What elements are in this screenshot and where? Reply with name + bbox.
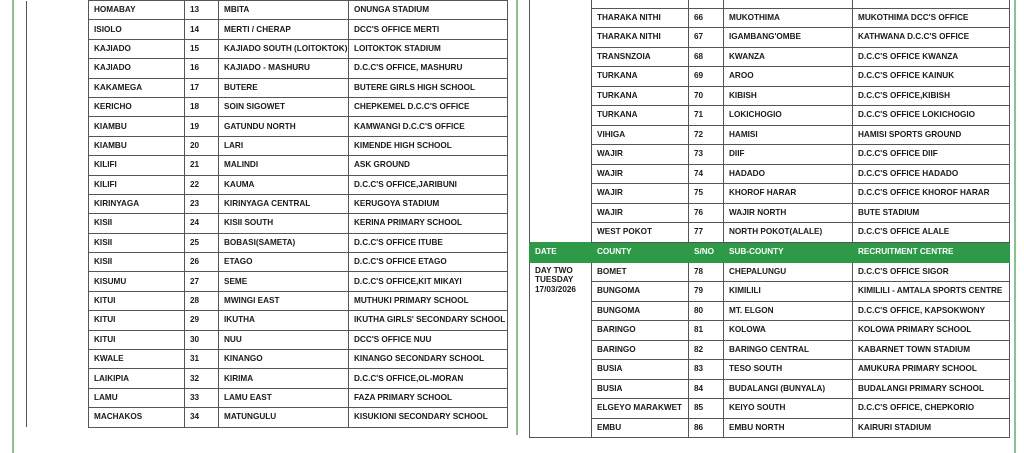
table-row [530, 301, 1010, 321]
sno-cell: 18 [185, 97, 219, 116]
date-cell [27, 136, 89, 155]
recruitment-centre-cell: D.C.C'S OFFICE KAINUK [853, 67, 1010, 87]
county-cell: BUSIA [592, 360, 689, 380]
sno-cell: 86 [689, 418, 724, 438]
table-row [27, 39, 508, 58]
recruitment-centre-cell: AMUKURA PRIMARY SCHOOL [853, 360, 1010, 380]
table-row [27, 369, 508, 388]
date-cell [27, 350, 89, 369]
sno-cell: 83 [689, 360, 724, 380]
date-cell [27, 272, 89, 291]
sno-cell: 75 [689, 184, 724, 204]
county-cell: KAKAMEGA [89, 78, 185, 97]
left-frame-border [12, 0, 14, 453]
table-row [27, 233, 508, 252]
table-row [530, 262, 1010, 282]
sno-cell: 78 [689, 262, 724, 282]
recruitment-centre-cell: KOLOWA PRIMARY SCHOOL [853, 321, 1010, 341]
date-cell [27, 291, 89, 310]
subcounty-cell: KAUMA [219, 175, 349, 194]
recruitment-centre-cell: D.C.C'S OFFICE ITUBE [349, 233, 508, 252]
recruitment-centre-cell: MUKOTHIMA DCC'S OFFICE [853, 8, 1010, 28]
county-cell: BUNGOMA [592, 301, 689, 321]
date-cell [530, 223, 592, 243]
date-cell [530, 47, 592, 67]
county-cell: ELGEYO MARAKWET [592, 399, 689, 419]
sno-cell: 72 [689, 125, 724, 145]
county-cell: WAJIR [592, 145, 689, 165]
county-cell: ISIOLO [89, 20, 185, 39]
date-cell [27, 59, 89, 78]
recruitment-centre-cell: BUTE STADIUM [853, 203, 1010, 223]
county-cell: TURKANA [592, 86, 689, 106]
table-row [27, 291, 508, 310]
sno-cell: 76 [689, 203, 724, 223]
subcounty-cell: WAJIR NORTH [724, 203, 853, 223]
sno-cell: 73 [689, 145, 724, 165]
recruitment-centre-cell: ONUNGA STADIUM [349, 1, 508, 20]
subcounty-cell: IKUTHA [219, 311, 349, 330]
sno-cell: 24 [185, 214, 219, 233]
table-row [530, 379, 1010, 399]
sno-cell: 79 [689, 282, 724, 302]
subcounty-cell: KINANGO [219, 350, 349, 369]
date-cell [27, 175, 89, 194]
subcounty-cell: BUDALANGI (BUNYALA) [724, 379, 853, 399]
table-row [27, 59, 508, 78]
table-row [530, 28, 1010, 48]
date-cell [27, 194, 89, 213]
subcounty-cell: NORTH POKOT(ALALE) [724, 223, 853, 243]
table-row [530, 360, 1010, 380]
county-cell: KIAMBU [89, 117, 185, 136]
table-row [27, 330, 508, 349]
sno-cell [689, 0, 724, 8]
date-cell [27, 39, 89, 58]
table-row [530, 321, 1010, 341]
table-row [27, 408, 508, 427]
subcounty-cell: MBITA [219, 1, 349, 20]
subcounty-cell: MALINDI [219, 156, 349, 175]
table-row [530, 418, 1010, 438]
center-frame-divider [516, 0, 518, 435]
subcounty-cell: KISII SOUTH [219, 214, 349, 233]
subcounty-cell: BOBASI(SAMETA) [219, 233, 349, 252]
table-row [530, 106, 1010, 126]
county-cell: KISUMU [89, 272, 185, 291]
date-cell [27, 78, 89, 97]
recruitment-centre-cell: KAIRURI STADIUM [853, 418, 1010, 438]
subcounty-cell: KIBISH [724, 86, 853, 106]
subcounty-cell: KEIYO SOUTH [724, 399, 853, 419]
date-cell [27, 330, 89, 349]
subcounty-cell: KIRINYAGA CENTRAL [219, 194, 349, 213]
recruitment-centre-cell: KATHWANA D.C.C'S OFFICE [853, 28, 1010, 48]
subcounty-cell: KOLOWA [724, 321, 853, 341]
sno-cell: 77 [689, 223, 724, 243]
subcounty-cell: CHEPALUNGU [724, 262, 853, 282]
date-cell [530, 28, 592, 48]
county-cell: KILIFI [89, 156, 185, 175]
sno-cell: 85 [689, 399, 724, 419]
county-cell: KIAMBU [89, 136, 185, 155]
table-row [530, 86, 1010, 106]
subcounty-cell: BARINGO CENTRAL [724, 340, 853, 360]
recruitment-centre-cell: BUDALANGI PRIMARY SCHOOL [853, 379, 1010, 399]
county-cell: KIRINYAGA [89, 194, 185, 213]
recruitment-centre-cell: IKUTHA GIRLS' SECONDARY SCHOOL [349, 311, 508, 330]
subcounty-cell: HADADO [724, 164, 853, 184]
recruitment-centre-cell: HAMISI SPORTS GROUND [853, 125, 1010, 145]
subcounty-cell: SOIN SIGOWET [219, 97, 349, 116]
date-cell [530, 145, 592, 165]
table-row [530, 47, 1010, 67]
recruitment-centre-cell: D.C.C'S OFFICE KHOROF HARAR [853, 184, 1010, 204]
header-date: DATE [530, 242, 592, 262]
recruitment-centre-cell [853, 0, 1010, 8]
table-row [27, 136, 508, 155]
table-row [530, 223, 1010, 243]
subcounty-cell: LARI [219, 136, 349, 155]
recruitment-centre-cell: D.C.C'S OFFICE ETAGO [349, 253, 508, 272]
sno-cell: 84 [689, 379, 724, 399]
county-cell: BUSIA [592, 379, 689, 399]
recruitment-centre-cell: DCC'S OFFICE NUU [349, 330, 508, 349]
subcounty-cell: IGAMBANG'OMBE [724, 28, 853, 48]
table-row [27, 117, 508, 136]
table-row [530, 0, 1010, 8]
table-row [530, 340, 1010, 360]
table-header-row [530, 242, 1010, 262]
header-sno: S/NO [689, 242, 724, 262]
table-row [27, 253, 508, 272]
table-row [530, 282, 1010, 302]
subcounty-cell: KAJIADO - MASHURU [219, 59, 349, 78]
recruitment-centre-cell: DCC'S OFFICE MERTI [349, 20, 508, 39]
subcounty-cell [724, 0, 853, 8]
subcounty-cell: KIRIMA [219, 369, 349, 388]
county-cell: TRANSNZOIA [592, 47, 689, 67]
recruitment-centre-cell: D.C.C'S OFFICE ALALE [853, 223, 1010, 243]
subcounty-cell: KAJIADO SOUTH (LOITOKTOK) [219, 39, 349, 58]
recruitment-centre-cell: D.C.C'S OFFICE, CHEPKORIO [853, 399, 1010, 419]
table-row [530, 8, 1010, 28]
recruitment-centre-cell: D.C.C'S OFFICE,OL-MORAN [349, 369, 508, 388]
recruitment-centre-cell: D.C.C'S OFFICE LOKICHOGIO [853, 106, 1010, 126]
sno-cell: 69 [689, 67, 724, 87]
table-row [27, 78, 508, 97]
subcounty-cell: GATUNDU NORTH [219, 117, 349, 136]
table-row [27, 388, 508, 407]
date-cell [530, 0, 592, 8]
county-cell: WAJIR [592, 203, 689, 223]
county-cell: KILIFI [89, 175, 185, 194]
subcounty-cell: EMBU NORTH [724, 418, 853, 438]
county-cell: BARINGO [592, 340, 689, 360]
county-cell: BUNGOMA [592, 282, 689, 302]
recruitment-centre-cell: D.C.C'S OFFICE,KIBISH [853, 86, 1010, 106]
table-row [530, 203, 1010, 223]
date-cell [530, 125, 592, 145]
header-county: COUNTY [592, 242, 689, 262]
county-cell: KISII [89, 233, 185, 252]
subcounty-cell: NUU [219, 330, 349, 349]
date-cell [27, 233, 89, 252]
recruitment-centre-cell: CHEPKEMEL D.C.C'S OFFICE [349, 97, 508, 116]
recruitment-centre-cell: FAZA PRIMARY SCHOOL [349, 388, 508, 407]
table-row [27, 311, 508, 330]
recruitment-centre-cell: MUTHUKI PRIMARY SCHOOL [349, 291, 508, 310]
sno-cell: 80 [689, 301, 724, 321]
sno-cell: 30 [185, 330, 219, 349]
county-cell: KISII [89, 253, 185, 272]
table-row [530, 125, 1010, 145]
subcounty-cell: KIMILILI [724, 282, 853, 302]
table-row [530, 399, 1010, 419]
subcounty-cell: ETAGO [219, 253, 349, 272]
county-cell: KISII [89, 214, 185, 233]
date-cell [27, 311, 89, 330]
recruitment-centre-cell: KIMILILI - AMTALA SPORTS CENTRE [853, 282, 1010, 302]
recruitment-centre-cell: D.C.C'S OFFICE, MASHURU [349, 59, 508, 78]
county-cell: KITUI [89, 330, 185, 349]
table-row [27, 214, 508, 233]
date-cell [530, 164, 592, 184]
date-cell [27, 97, 89, 116]
sno-cell: 20 [185, 136, 219, 155]
subcounty-cell: MATUNGULU [219, 408, 349, 427]
table-row [27, 20, 508, 39]
subcounty-cell: MT. ELGON [724, 301, 853, 321]
sno-cell: 15 [185, 39, 219, 58]
date-cell [27, 214, 89, 233]
subcounty-cell: BUTERE [219, 78, 349, 97]
recruitment-centre-cell: D.C.C'S OFFICE DIIF [853, 145, 1010, 165]
right-recruitment-table [529, 0, 1010, 438]
sno-cell: 21 [185, 156, 219, 175]
table-row [530, 164, 1010, 184]
sno-cell: 27 [185, 272, 219, 291]
table-row [27, 272, 508, 291]
county-cell: WEST POKOT [592, 223, 689, 243]
date-cell [27, 20, 89, 39]
county-cell: KAJIADO [89, 39, 185, 58]
sno-cell: 26 [185, 253, 219, 272]
sno-cell: 16 [185, 59, 219, 78]
subcounty-cell: MERTI / CHERAP [219, 20, 349, 39]
county-cell: THARAKA NITHI [592, 8, 689, 28]
sno-cell: 17 [185, 78, 219, 97]
county-cell: MACHAKOS [89, 408, 185, 427]
recruitment-centre-cell: D.C.C'S OFFICE,KIT MIKAYI [349, 272, 508, 291]
sno-cell: 29 [185, 311, 219, 330]
county-cell: HOMABAY [89, 1, 185, 20]
subcounty-cell: AROO [724, 67, 853, 87]
recruitment-centre-cell: D.C.C'S OFFICE KWANZA [853, 47, 1010, 67]
table-row [27, 175, 508, 194]
recruitment-centre-cell: D.C.C'S OFFICE,JARIBUNI [349, 175, 508, 194]
county-cell: TURKANA [592, 106, 689, 126]
recruitment-centre-cell: BUTERE GIRLS HIGH SCHOOL [349, 78, 508, 97]
county-cell: KAJIADO [89, 59, 185, 78]
recruitment-centre-cell: KAMWANGI D.C.C'S OFFICE [349, 117, 508, 136]
sno-cell: 28 [185, 291, 219, 310]
table-row [27, 1, 508, 20]
subcounty-cell: SEME [219, 272, 349, 291]
sno-cell: 71 [689, 106, 724, 126]
left-recruitment-table [26, 0, 508, 428]
sno-cell: 81 [689, 321, 724, 341]
date-cell [27, 388, 89, 407]
recruitment-centre-cell: D.C.C'S OFFICE HADADO [853, 164, 1010, 184]
county-cell: TURKANA [592, 67, 689, 87]
recruitment-centre-cell: ASK GROUND [349, 156, 508, 175]
sno-cell: 34 [185, 408, 219, 427]
recruitment-centre-cell: D.C.C'S OFFICE SIGOR [853, 262, 1010, 282]
date-cell [27, 369, 89, 388]
date-cell [530, 106, 592, 126]
sno-cell: 74 [689, 164, 724, 184]
subcounty-cell: TESO SOUTH [724, 360, 853, 380]
sno-cell: 13 [185, 1, 219, 20]
county-cell: KERICHO [89, 97, 185, 116]
sno-cell: 67 [689, 28, 724, 48]
table-row [27, 97, 508, 116]
subcounty-cell: KHOROF HARAR [724, 184, 853, 204]
date-cell [530, 67, 592, 87]
county-cell: KITUI [89, 291, 185, 310]
sno-cell: 70 [689, 86, 724, 106]
subcounty-cell: LAMU EAST [219, 388, 349, 407]
county-cell: BOMET [592, 262, 689, 282]
sno-cell: 14 [185, 20, 219, 39]
county-cell: WAJIR [592, 164, 689, 184]
date-cell [27, 1, 89, 20]
county-cell: WAJIR [592, 184, 689, 204]
table-row [530, 145, 1010, 165]
sno-cell: 25 [185, 233, 219, 252]
sno-cell: 19 [185, 117, 219, 136]
date-cell [530, 184, 592, 204]
county-cell: VIHIGA [592, 125, 689, 145]
table-row [530, 67, 1010, 87]
county-cell: KWALE [89, 350, 185, 369]
date-cell [530, 203, 592, 223]
county-cell: LAMU [89, 388, 185, 407]
subcounty-cell: HAMISI [724, 125, 853, 145]
date-cell [530, 8, 592, 28]
date-cell [27, 253, 89, 272]
sno-cell: 23 [185, 194, 219, 213]
subcounty-cell: LOKICHOGIO [724, 106, 853, 126]
subcounty-cell: KWANZA [724, 47, 853, 67]
recruitment-centre-cell: KABARNET TOWN STADIUM [853, 340, 1010, 360]
recruitment-centre-cell: KERINA PRIMARY SCHOOL [349, 214, 508, 233]
county-cell: BARINGO [592, 321, 689, 341]
recruitment-centre-cell: KIMENDE HIGH SCHOOL [349, 136, 508, 155]
subcounty-cell: MWINGI EAST [219, 291, 349, 310]
header-recruitment-centre: RECRUITMENT CENTRE [853, 242, 1010, 262]
recruitment-centre-cell: KISUKIONI SECONDARY SCHOOL [349, 408, 508, 427]
date-cell [27, 408, 89, 427]
recruitment-centre-cell: KINANGO SECONDARY SCHOOL [349, 350, 508, 369]
date-cell [530, 86, 592, 106]
day-two-date-cell: DAY TWO TUESDAY 17/03/2026 [530, 262, 592, 438]
header-subcounty: SUB-COUNTY [724, 242, 853, 262]
table-row [530, 184, 1010, 204]
recruitment-centre-cell: LOITOKTOK STADIUM [349, 39, 508, 58]
county-cell: KITUI [89, 311, 185, 330]
sno-cell: 66 [689, 8, 724, 28]
county-cell: LAIKIPIA [89, 369, 185, 388]
sno-cell: 22 [185, 175, 219, 194]
recruitment-centre-cell: KERUGOYA STADIUM [349, 194, 508, 213]
sno-cell: 68 [689, 47, 724, 67]
county-cell [592, 0, 689, 8]
county-cell: EMBU [592, 418, 689, 438]
right-frame-border [1014, 0, 1016, 453]
date-cell [27, 117, 89, 136]
sno-cell: 31 [185, 350, 219, 369]
date-cell [27, 156, 89, 175]
sno-cell: 82 [689, 340, 724, 360]
county-cell: THARAKA NITHI [592, 28, 689, 48]
sno-cell: 32 [185, 369, 219, 388]
sno-cell: 33 [185, 388, 219, 407]
table-row [27, 194, 508, 213]
subcounty-cell: MUKOTHIMA [724, 8, 853, 28]
table-row [27, 350, 508, 369]
recruitment-centre-cell: D.C.C'S OFFICE, KAPSOKWONY [853, 301, 1010, 321]
subcounty-cell: DIIF [724, 145, 853, 165]
table-row [27, 156, 508, 175]
